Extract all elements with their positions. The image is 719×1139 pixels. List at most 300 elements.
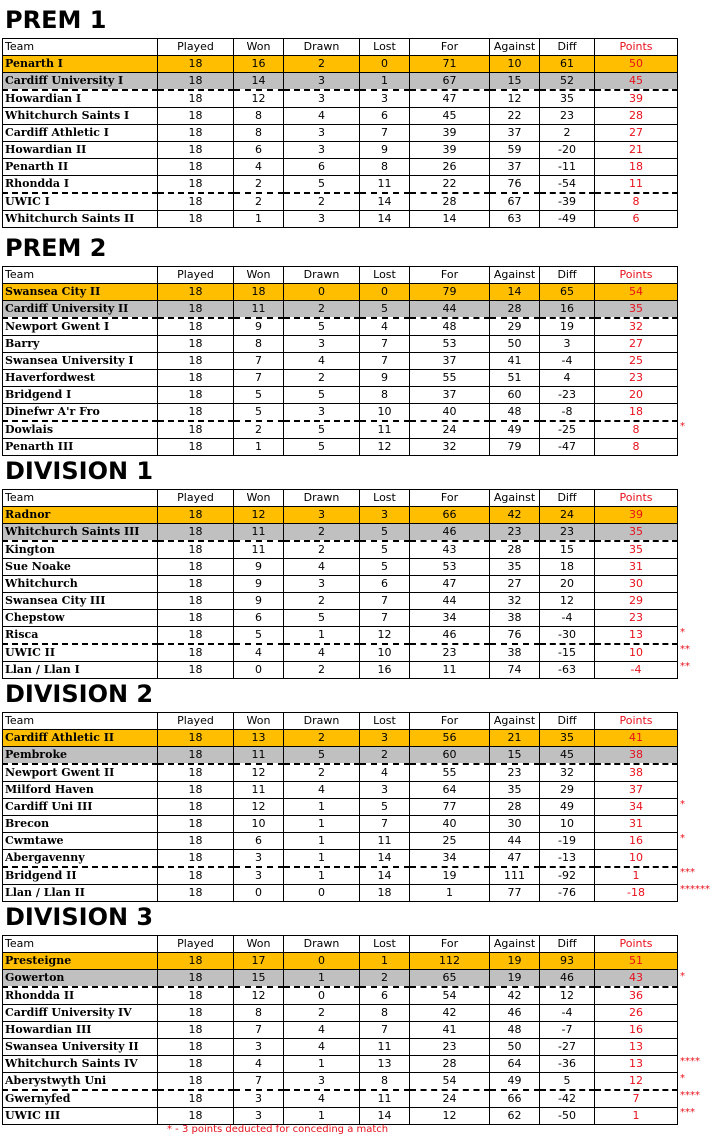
column-header: Lost [360, 267, 410, 284]
won-cell: 9 [234, 593, 284, 610]
diff-cell: -7 [540, 1022, 595, 1039]
won-cell: 1 [234, 211, 284, 228]
table-row [3, 336, 678, 353]
played-cell: 18 [158, 799, 234, 816]
lost-cell: 18 [360, 885, 410, 902]
table-row [3, 370, 678, 387]
won-cell: 3 [234, 1090, 284, 1108]
team-name: Bridgend II [3, 867, 158, 885]
team-name: Rhondda I [3, 176, 158, 194]
won-cell: 2 [234, 176, 284, 194]
points-cell: 23 [595, 370, 678, 387]
drawn-cell: 5 [284, 421, 360, 439]
played-cell: 18 [158, 816, 234, 833]
points-cell: 13 [595, 1039, 678, 1056]
lost-cell: 0 [360, 56, 410, 73]
for-cell: 34 [410, 850, 490, 868]
won-cell: 12 [234, 90, 284, 108]
column-header: For [410, 490, 490, 507]
lost-cell: 7 [360, 353, 410, 370]
diff-cell: 32 [540, 764, 595, 782]
team-name: Whitchurch Saints III [3, 524, 158, 542]
column-header: Drawn [284, 490, 360, 507]
played-cell: 18 [158, 524, 234, 542]
lost-cell: 7 [360, 816, 410, 833]
won-cell: 3 [234, 1039, 284, 1056]
diff-cell: -25 [540, 421, 595, 439]
points-cell: -4 [595, 662, 678, 679]
against-cell: 15 [490, 73, 540, 91]
played-cell: 18 [158, 421, 234, 439]
against-cell: 38 [490, 610, 540, 627]
diff-cell: -15 [540, 644, 595, 662]
lost-cell: 9 [360, 142, 410, 159]
column-header: Diff [540, 39, 595, 56]
drawn-cell: 1 [284, 850, 360, 868]
points-cell: 26 [595, 1005, 678, 1022]
team-name: Penarth II [3, 159, 158, 176]
table-row [3, 159, 678, 176]
team-name: UWIC III [3, 1108, 158, 1125]
points-cell: -18 [595, 885, 678, 902]
for-cell: 46 [410, 524, 490, 542]
diff-cell: 16 [540, 301, 595, 319]
points-cell: 31 [595, 816, 678, 833]
drawn-cell: 0 [284, 885, 360, 902]
table-row [3, 387, 678, 404]
lost-cell: 6 [360, 987, 410, 1005]
table-row [3, 353, 678, 370]
drawn-cell: 1 [284, 867, 360, 885]
table-row [3, 764, 678, 782]
team-name: Howardian III [3, 1022, 158, 1039]
column-header: Points [595, 936, 678, 953]
table-row [3, 559, 678, 576]
against-cell: 19 [490, 970, 540, 988]
won-cell: 17 [234, 953, 284, 970]
diff-cell: 29 [540, 782, 595, 799]
team-name: Radnor [3, 507, 158, 524]
drawn-cell: 0 [284, 953, 360, 970]
points-cell: 7 [595, 1090, 678, 1108]
lost-cell: 14 [360, 193, 410, 211]
drawn-cell: 3 [284, 125, 360, 142]
drawn-cell: 3 [284, 576, 360, 593]
played-cell: 18 [158, 387, 234, 404]
won-cell: 5 [234, 387, 284, 404]
column-header: For [410, 936, 490, 953]
team-name: Sue Noake [3, 559, 158, 576]
lost-cell: 11 [360, 833, 410, 850]
against-cell: 48 [490, 404, 540, 422]
league-title: DIVISION 3 [5, 903, 154, 931]
drawn-cell: 1 [284, 1056, 360, 1073]
for-cell: 28 [410, 1056, 490, 1073]
diff-cell: -42 [540, 1090, 595, 1108]
team-name: Llan / Llan I [3, 662, 158, 679]
for-cell: 54 [410, 987, 490, 1005]
for-cell: 12 [410, 1108, 490, 1125]
team-name: Aberystwyth Uni [3, 1073, 158, 1091]
won-cell: 6 [234, 142, 284, 159]
header-row [3, 39, 678, 56]
standings-table [2, 266, 678, 456]
drawn-cell: 2 [284, 541, 360, 559]
drawn-cell: 4 [284, 108, 360, 125]
drawn-cell: 3 [284, 211, 360, 228]
diff-cell: -92 [540, 867, 595, 885]
played-cell: 18 [158, 211, 234, 228]
points-cell: 8 [595, 421, 678, 439]
table-row [3, 1056, 678, 1073]
played-cell: 18 [158, 301, 234, 319]
for-cell: 65 [410, 970, 490, 988]
table-row [3, 970, 678, 988]
played-cell: 18 [158, 439, 234, 456]
against-cell: 60 [490, 387, 540, 404]
played-cell: 18 [158, 108, 234, 125]
played-cell: 18 [158, 662, 234, 679]
won-cell: 11 [234, 782, 284, 799]
deduction-note: * [680, 421, 685, 432]
team-name: Cardiff Athletic II [3, 730, 158, 747]
column-header: Against [490, 267, 540, 284]
standings-table [2, 38, 678, 228]
played-cell: 18 [158, 559, 234, 576]
header-row [3, 713, 678, 730]
against-cell: 28 [490, 541, 540, 559]
drawn-cell: 4 [284, 1039, 360, 1056]
drawn-cell: 4 [284, 1090, 360, 1108]
won-cell: 8 [234, 108, 284, 125]
against-cell: 14 [490, 284, 540, 301]
for-cell: 23 [410, 1039, 490, 1056]
drawn-cell: 4 [284, 782, 360, 799]
for-cell: 55 [410, 764, 490, 782]
against-cell: 49 [490, 1073, 540, 1091]
points-cell: 39 [595, 90, 678, 108]
league-section [0, 232, 719, 453]
column-header: Lost [360, 490, 410, 507]
league-section [0, 4, 719, 225]
for-cell: 11 [410, 662, 490, 679]
drawn-cell: 2 [284, 1005, 360, 1022]
diff-cell: 35 [540, 90, 595, 108]
column-header: Diff [540, 936, 595, 953]
diff-cell: -76 [540, 885, 595, 902]
for-cell: 37 [410, 353, 490, 370]
table-row [3, 318, 678, 336]
won-cell: 0 [234, 662, 284, 679]
diff-cell: 52 [540, 73, 595, 91]
table-row [3, 644, 678, 662]
footnote: * - 3 points deducted for conceding a match [167, 1124, 389, 1135]
table-row [3, 662, 678, 679]
won-cell: 14 [234, 73, 284, 91]
against-cell: 10 [490, 56, 540, 73]
diff-cell: 15 [540, 541, 595, 559]
table-row [3, 747, 678, 765]
diff-cell: -4 [540, 610, 595, 627]
against-cell: 22 [490, 108, 540, 125]
table-row [3, 524, 678, 542]
drawn-cell: 1 [284, 833, 360, 850]
column-header: Points [595, 713, 678, 730]
played-cell: 18 [158, 284, 234, 301]
team-name: Cardiff University I [3, 73, 158, 91]
table-row [3, 142, 678, 159]
points-cell: 18 [595, 404, 678, 422]
for-cell: 53 [410, 336, 490, 353]
played-cell: 18 [158, 125, 234, 142]
team-name: Barry [3, 336, 158, 353]
points-cell: 34 [595, 799, 678, 816]
drawn-cell: 3 [284, 73, 360, 91]
played-cell: 18 [158, 1073, 234, 1091]
played-cell: 18 [158, 73, 234, 91]
lost-cell: 14 [360, 211, 410, 228]
won-cell: 8 [234, 1005, 284, 1022]
drawn-cell: 2 [284, 370, 360, 387]
team-name: Penarth III [3, 439, 158, 456]
against-cell: 27 [490, 576, 540, 593]
won-cell: 3 [234, 850, 284, 868]
table-row [3, 867, 678, 885]
against-cell: 28 [490, 301, 540, 319]
column-header: Played [158, 490, 234, 507]
team-name: UWIC I [3, 193, 158, 211]
team-name: Whitchurch Saints IV [3, 1056, 158, 1073]
for-cell: 32 [410, 439, 490, 456]
team-name: Chepstow [3, 610, 158, 627]
for-cell: 1 [410, 885, 490, 902]
table-row [3, 816, 678, 833]
for-cell: 44 [410, 593, 490, 610]
won-cell: 9 [234, 318, 284, 336]
lost-cell: 10 [360, 644, 410, 662]
played-cell: 18 [158, 953, 234, 970]
diff-cell: 19 [540, 318, 595, 336]
for-cell: 79 [410, 284, 490, 301]
for-cell: 48 [410, 318, 490, 336]
drawn-cell: 2 [284, 730, 360, 747]
points-cell: 27 [595, 336, 678, 353]
drawn-cell: 4 [284, 559, 360, 576]
drawn-cell: 2 [284, 764, 360, 782]
table-row [3, 176, 678, 194]
table-row [3, 730, 678, 747]
deduction-note: *** [680, 867, 695, 878]
for-cell: 77 [410, 799, 490, 816]
column-header: Played [158, 936, 234, 953]
against-cell: 111 [490, 867, 540, 885]
played-cell: 18 [158, 1022, 234, 1039]
played-cell: 18 [158, 833, 234, 850]
against-cell: 38 [490, 644, 540, 662]
drawn-cell: 2 [284, 662, 360, 679]
table-row [3, 301, 678, 319]
drawn-cell: 0 [284, 284, 360, 301]
lost-cell: 6 [360, 576, 410, 593]
won-cell: 15 [234, 970, 284, 988]
played-cell: 18 [158, 90, 234, 108]
drawn-cell: 2 [284, 301, 360, 319]
played-cell: 18 [158, 142, 234, 159]
column-header: Team [3, 267, 158, 284]
against-cell: 41 [490, 353, 540, 370]
lost-cell: 11 [360, 421, 410, 439]
points-cell: 10 [595, 850, 678, 868]
drawn-cell: 0 [284, 987, 360, 1005]
for-cell: 42 [410, 1005, 490, 1022]
against-cell: 64 [490, 1056, 540, 1073]
against-cell: 37 [490, 125, 540, 142]
team-name: Haverfordwest [3, 370, 158, 387]
diff-cell: -4 [540, 353, 595, 370]
played-cell: 18 [158, 336, 234, 353]
diff-cell: 20 [540, 576, 595, 593]
table-row [3, 1108, 678, 1125]
lost-cell: 2 [360, 970, 410, 988]
played-cell: 18 [158, 576, 234, 593]
standings-table [2, 712, 678, 902]
against-cell: 46 [490, 1005, 540, 1022]
won-cell: 7 [234, 1073, 284, 1091]
won-cell: 5 [234, 404, 284, 422]
table-row [3, 833, 678, 850]
table-row [3, 885, 678, 902]
deduction-note: * [680, 799, 685, 810]
lost-cell: 4 [360, 764, 410, 782]
column-header: Points [595, 39, 678, 56]
column-header: Against [490, 713, 540, 730]
table-row [3, 799, 678, 816]
column-header: Lost [360, 936, 410, 953]
against-cell: 42 [490, 507, 540, 524]
played-cell: 18 [158, 764, 234, 782]
lost-cell: 14 [360, 850, 410, 868]
points-cell: 13 [595, 627, 678, 645]
lost-cell: 7 [360, 610, 410, 627]
table-row [3, 211, 678, 228]
lost-cell: 9 [360, 370, 410, 387]
team-name: Brecon [3, 816, 158, 833]
for-cell: 23 [410, 644, 490, 662]
table-row [3, 439, 678, 456]
column-header: Won [234, 713, 284, 730]
played-cell: 18 [158, 610, 234, 627]
for-cell: 40 [410, 404, 490, 422]
column-header: Won [234, 490, 284, 507]
column-header: Diff [540, 490, 595, 507]
drawn-cell: 2 [284, 193, 360, 211]
diff-cell: 45 [540, 747, 595, 765]
diff-cell: -19 [540, 833, 595, 850]
deduction-note: * [680, 1073, 685, 1084]
diff-cell: 18 [540, 559, 595, 576]
for-cell: 28 [410, 193, 490, 211]
diff-cell: 12 [540, 593, 595, 610]
diff-cell: 2 [540, 125, 595, 142]
column-header: Won [234, 39, 284, 56]
for-cell: 43 [410, 541, 490, 559]
league-section [0, 901, 719, 1122]
diff-cell: 4 [540, 370, 595, 387]
won-cell: 12 [234, 799, 284, 816]
won-cell: 4 [234, 159, 284, 176]
column-header: For [410, 713, 490, 730]
diff-cell: -4 [540, 1005, 595, 1022]
won-cell: 11 [234, 524, 284, 542]
table-row [3, 193, 678, 211]
won-cell: 9 [234, 559, 284, 576]
drawn-cell: 3 [284, 1073, 360, 1091]
against-cell: 76 [490, 176, 540, 194]
for-cell: 40 [410, 816, 490, 833]
won-cell: 2 [234, 421, 284, 439]
against-cell: 50 [490, 1039, 540, 1056]
column-header: Team [3, 713, 158, 730]
points-cell: 39 [595, 507, 678, 524]
won-cell: 8 [234, 336, 284, 353]
lost-cell: 2 [360, 747, 410, 765]
won-cell: 11 [234, 301, 284, 319]
against-cell: 77 [490, 885, 540, 902]
diff-cell: -30 [540, 627, 595, 645]
team-name: Penarth I [3, 56, 158, 73]
drawn-cell: 1 [284, 816, 360, 833]
played-cell: 18 [158, 404, 234, 422]
table-row [3, 108, 678, 125]
played-cell: 18 [158, 176, 234, 194]
points-cell: 13 [595, 1056, 678, 1073]
column-header: Team [3, 39, 158, 56]
won-cell: 11 [234, 541, 284, 559]
team-name: Swansea University II [3, 1039, 158, 1056]
drawn-cell: 6 [284, 159, 360, 176]
column-header: Lost [360, 713, 410, 730]
column-header: Played [158, 713, 234, 730]
played-cell: 18 [158, 970, 234, 988]
diff-cell: 23 [540, 108, 595, 125]
points-cell: 27 [595, 125, 678, 142]
for-cell: 66 [410, 507, 490, 524]
team-name: Newport Gwent I [3, 318, 158, 336]
team-name: Newport Gwent II [3, 764, 158, 782]
diff-cell: -27 [540, 1039, 595, 1056]
points-cell: 23 [595, 610, 678, 627]
team-name: UWIC II [3, 644, 158, 662]
drawn-cell: 1 [284, 627, 360, 645]
diff-cell: 5 [540, 1073, 595, 1091]
lost-cell: 16 [360, 662, 410, 679]
won-cell: 6 [234, 833, 284, 850]
played-cell: 18 [158, 850, 234, 868]
diff-cell: 35 [540, 730, 595, 747]
played-cell: 18 [158, 987, 234, 1005]
column-header: Points [595, 490, 678, 507]
played-cell: 18 [158, 1108, 234, 1125]
played-cell: 18 [158, 159, 234, 176]
table-row [3, 576, 678, 593]
for-cell: 47 [410, 90, 490, 108]
team-name: Whitchurch [3, 576, 158, 593]
against-cell: 29 [490, 318, 540, 336]
team-name: Dowlais [3, 421, 158, 439]
played-cell: 18 [158, 370, 234, 387]
league-title: DIVISION 2 [5, 680, 154, 708]
team-name: Whitchurch Saints I [3, 108, 158, 125]
